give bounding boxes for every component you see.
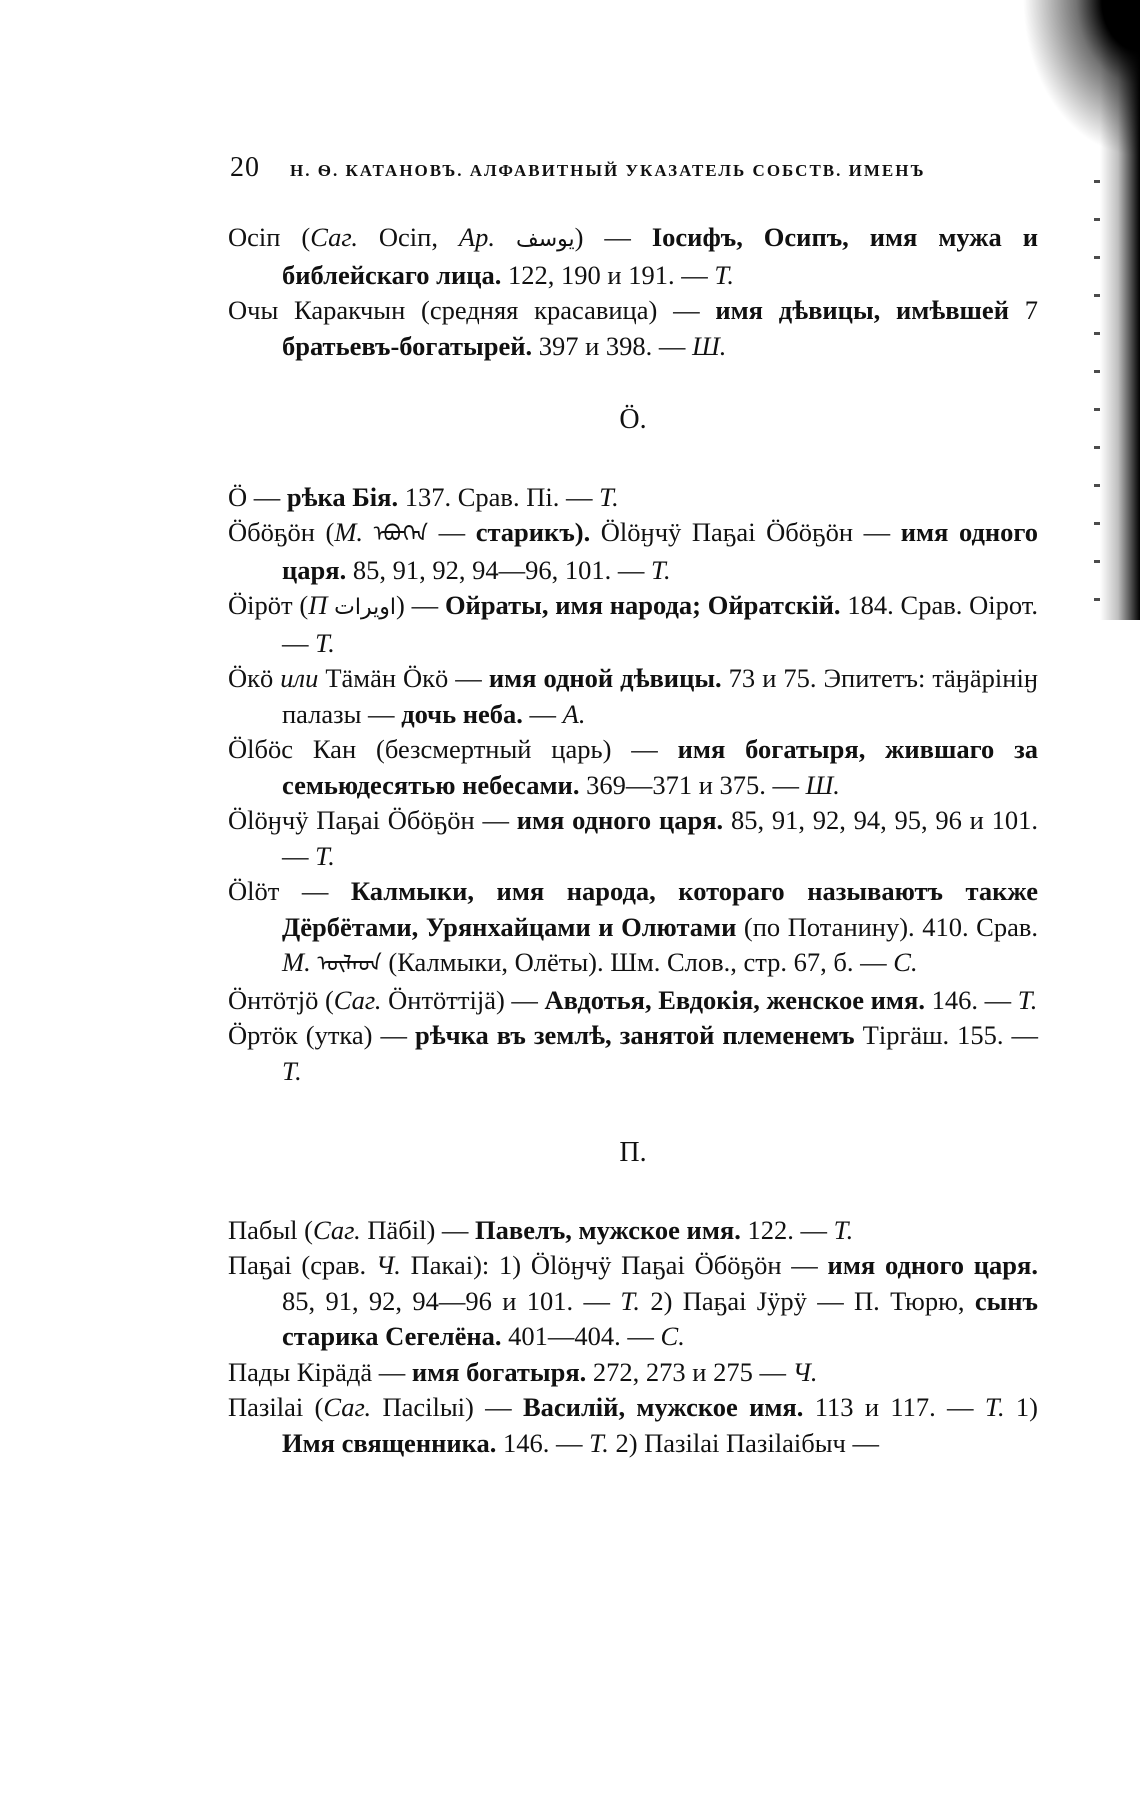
index-entry: Ӧlӧт — Калмыки, имя народа, котораго называютъ также Дёрбётами, Урянхайцами и Олютами (по Потанину). 410. Срав. М. ᠥᠯᠡᠳ (Калмыки, Олёты). Шм. Слов., стр. 67, б. — С. [228, 876, 1038, 977]
index-entry: Ӧнтӧтјӧ (Саг. Ӧнтӧттіјӓ) — Авдотья, Евдокія, женское имя. 146. — Т. [228, 984, 1038, 1015]
index-entry: Ӧ — рѣка Бія. 137. Срав. Пі. — Т. [228, 481, 619, 512]
index-entry: Ӧірӧт (П اویرات) — Ойраты, имя народа; Ойратскій. 184. Срав. Оірот. — Т. [228, 590, 1039, 658]
index-entry: Ӧlӧӈчӱ Паҕаі Ӧбӧҕӧн — имя одного царя. 85, 91, 92, 94, 95, 96 и 101. — Т. [228, 805, 1038, 871]
index-entry: Пады Кірӓдӓ — имя богатыря. 272, 273 и 275 — Ч. [228, 1356, 818, 1387]
running-header [230, 152, 1030, 184]
section-heading-p: П. [619, 1137, 647, 1168]
index-entry: Пазіlаі (Саг. Пасіlыі) — Василій, мужское имя. 113 и 117. — Т. 1) Имя священника. 146. — Т. 2) Пазіlаі Пазіlаібыч — [228, 1392, 1038, 1458]
index-entry: Ӧlбӧс Кан (безсмертный царь) — имя богатыря, жившаго за семьюдесятью небесами. 369—371 и 375. — Ш. [228, 734, 1038, 800]
index-entry: Ӧбӧҕӧн (М. ᠡᠪᠦᠭᠡᠨ — старикъ). Ӧlӧӈчӱ Паҕаі Ӧбӧҕӧн — имя одного царя. 85, 91, 92, 94—96, 101. — Т. [228, 517, 1038, 585]
entries-o-continued [228, 220, 1038, 364]
page-body [228, 220, 1038, 1461]
running-title: Н. Ѳ. КАТАНОВЪ. АЛФАВИТНЫЙ УКАЗАТЕЛЬ СОБСТВ. ИМЕНЪ [290, 161, 926, 180]
index-entry: Ӧкӧ или Тӓмӓн Ӧкӧ — имя одной дѣвицы. 73 и 75. Эпитетъ: тӓӈӓрініӈ палазы — дочь неба. — А. [228, 663, 1039, 729]
index-entry: Паҕаі (срав. Ч. Пакаі): 1) Ӧlӧӈчӱ Паҕаі Ӧбӧҕӧн — имя одного царя. 85, 91, 92, 94—96 и 101. — Т. 2) Паҕаі Јӱрӱ — П. Тюрю, сынъ старика Сегелёна. 401—404. — С. [228, 1250, 1038, 1351]
index-entry: Пабыl (Саг. Пӓбіl) — Павелъ, мужское имя. 122. — Т. [228, 1214, 854, 1245]
entries-p [228, 1213, 1038, 1462]
index-entry: Ӧртӧк (утка) — рѣчка въ землѣ, занятой племенемъ Тіргӓш. 155. — Т. [228, 1020, 1039, 1086]
entries-oe [228, 480, 1038, 1090]
section-heading-oe: Ö. [619, 404, 647, 435]
index-entry: Осіп (Саг. Осіп, Ар. يوسف) — Іосифъ, Осипъ, имя мужа и библейскаго лица. 122, 190 и 191. — Т. [228, 222, 1038, 290]
scan-edge-marks [1094, 180, 1100, 620]
index-entry: Очы Каракчын (средняя красавица) — имя дѣвицы, имѣвшей 7 братьевъ-богатырей. 397 и 398. — Ш. [228, 295, 1038, 361]
page-number: 20 [230, 152, 260, 183]
